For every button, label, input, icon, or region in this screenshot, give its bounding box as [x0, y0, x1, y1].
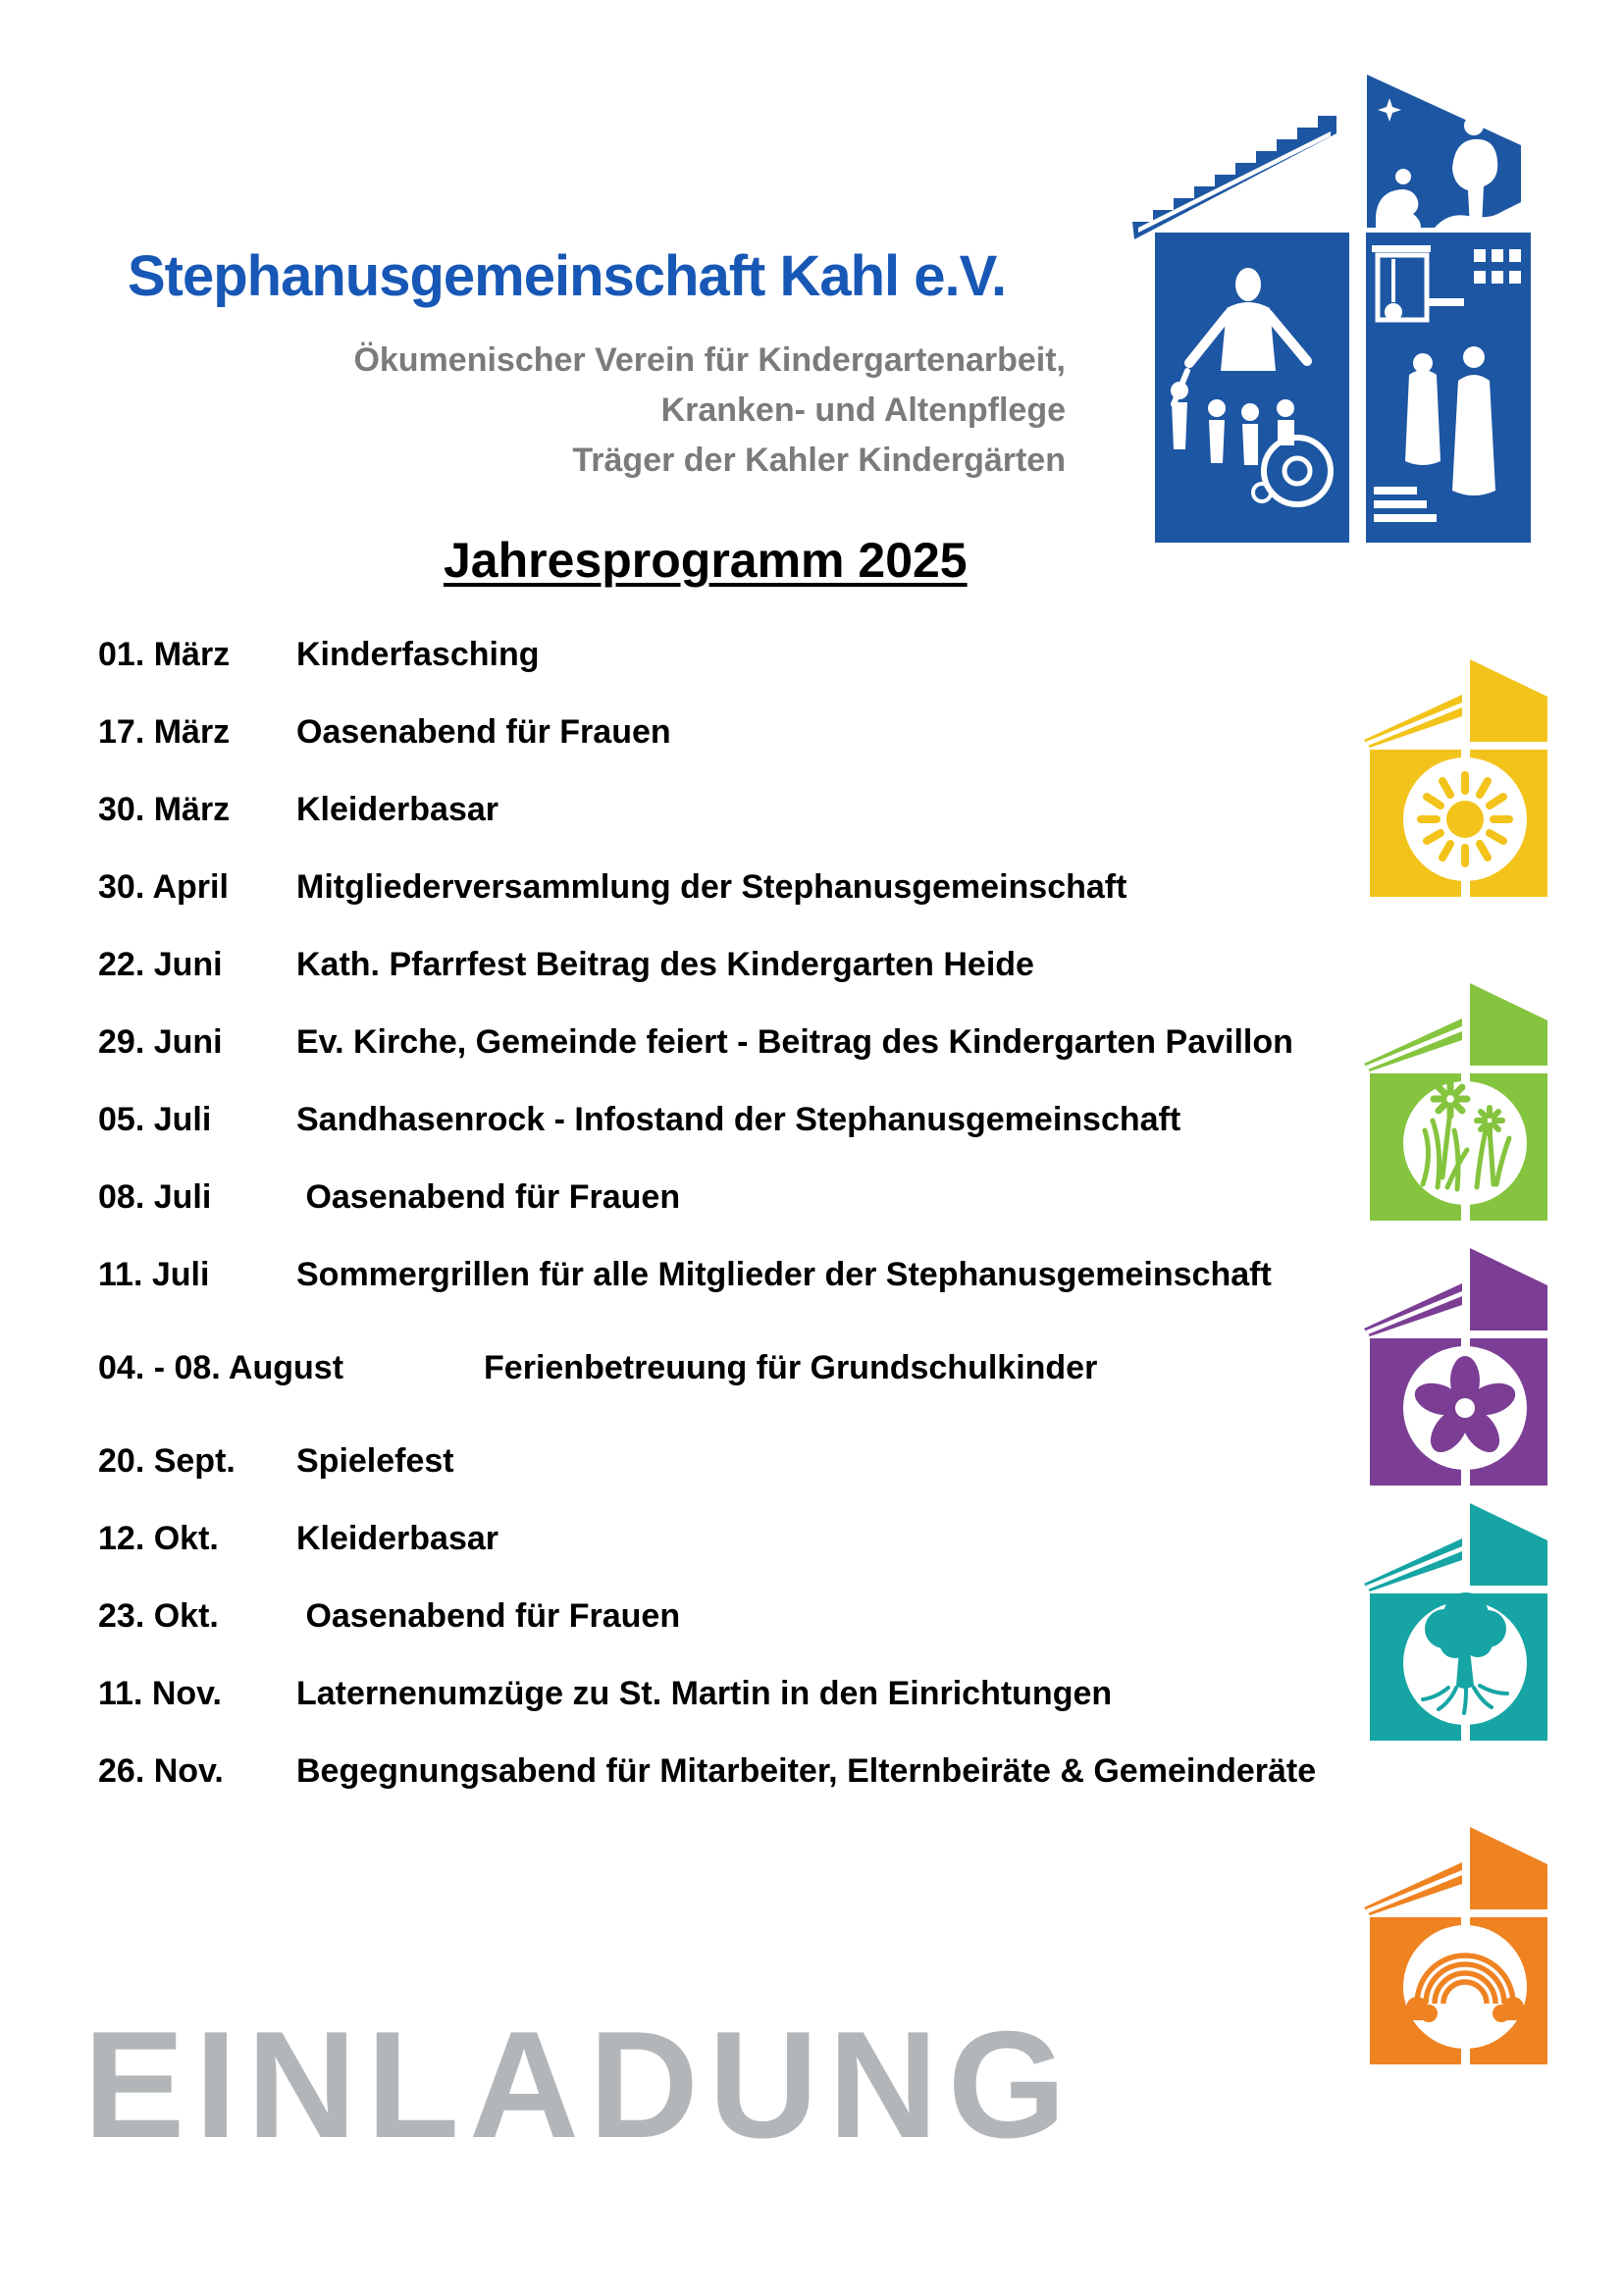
house-icon-sun [1364, 659, 1550, 900]
subtitle-line-2: Kranken- und Altenpflege [660, 391, 1066, 429]
event-date: 20. Sept. [98, 1442, 236, 1480]
event-date: 11. Nov. [98, 1675, 222, 1712]
event-date: 01. März [98, 636, 231, 673]
event-row [98, 1442, 1374, 1520]
logo-panel-elderly [1366, 233, 1531, 543]
subtitle-line-3: Träger der Kahler Kindergärten [572, 442, 1066, 479]
event-row [98, 1752, 1374, 1830]
event-date: 17. März [98, 713, 231, 751]
event-row [98, 1256, 1374, 1333]
org-subtitle [294, 336, 1066, 486]
event-row [98, 1597, 1374, 1675]
event-row [98, 1675, 1374, 1752]
event-title: Sandhasenrock - Infostand der Stephanusgemeinschaft [296, 1101, 1181, 1138]
event-date: 11. Juli [98, 1256, 210, 1293]
event-title: Ev. Kirche, Gemeinde feiert - Beitrag des Kindergarten Pavillon [296, 1023, 1293, 1061]
event-row [98, 713, 1374, 791]
event-date: 30. April [98, 868, 229, 906]
event-title: Begegnungsabend für Mitarbeiter, Elternbeiräte & Gemeinderäte [296, 1752, 1317, 1790]
event-title: Laternenumzüge zu St. Martin in den Einrichtungen [296, 1675, 1113, 1712]
event-date: 04. - 08. August [98, 1349, 344, 1386]
event-row [98, 791, 1374, 868]
event-date: 05. Juli [98, 1101, 212, 1138]
program-heading: Jahresprogramm 2025 [444, 533, 968, 588]
event-row [98, 1520, 1374, 1597]
event-title: Oasenabend für Frauen [296, 1597, 681, 1635]
house-icon-tree [1364, 1503, 1550, 1744]
event-title: Kleiderbasar [296, 1520, 498, 1557]
watermark-einladung: EINLADUNG [83, 2000, 1076, 2169]
event-row [98, 1178, 1374, 1256]
event-title: Oasenabend für Frauen [296, 1178, 681, 1216]
event-date: 26. Nov. [98, 1752, 224, 1790]
event-title: Kath. Pfarrfest Beitrag des Kindergarten Heide [296, 946, 1034, 983]
event-date: 22. Juni [98, 946, 223, 983]
event-date: 23. Okt. [98, 1597, 219, 1635]
events-list [98, 636, 1374, 1830]
subtitle-line-1: Ökumenischer Verein für Kindergartenarbeit, [353, 341, 1066, 379]
page-title: Stephanusgemeinschaft Kahl e.V. [128, 244, 1007, 308]
logo-roof [1132, 116, 1336, 239]
event-row [98, 946, 1374, 1023]
event-date: 29. Juni [98, 1023, 223, 1061]
event-title: Mitgliederversammlung der Stephanusgemeinschaft [296, 868, 1127, 906]
event-title: Spielefest [296, 1442, 454, 1480]
house-icon-meadow [1364, 983, 1550, 1224]
event-row [98, 636, 1374, 713]
event-title: Kleiderbasar [296, 791, 498, 828]
event-row [98, 1023, 1374, 1101]
event-title: Ferienbetreuung für Grundschulkinder [484, 1349, 1098, 1386]
event-row [98, 868, 1374, 946]
event-date: 30. März [98, 791, 231, 828]
house-icon-blossom [1364, 1248, 1550, 1488]
event-date: 12. Okt. [98, 1520, 219, 1557]
event-title: Kinderfasching [296, 636, 540, 673]
house-icon-rainbow [1364, 1827, 1550, 2067]
event-row [98, 1101, 1374, 1178]
event-title: Sommergrillen für alle Mitglieder der Stephanusgemeinschaft [296, 1256, 1272, 1293]
event-date: 08. Juli [98, 1178, 212, 1216]
event-title: Oasenabend für Frauen [296, 713, 671, 751]
organisation-logo [1128, 49, 1531, 559]
event-row [98, 1349, 1374, 1427]
